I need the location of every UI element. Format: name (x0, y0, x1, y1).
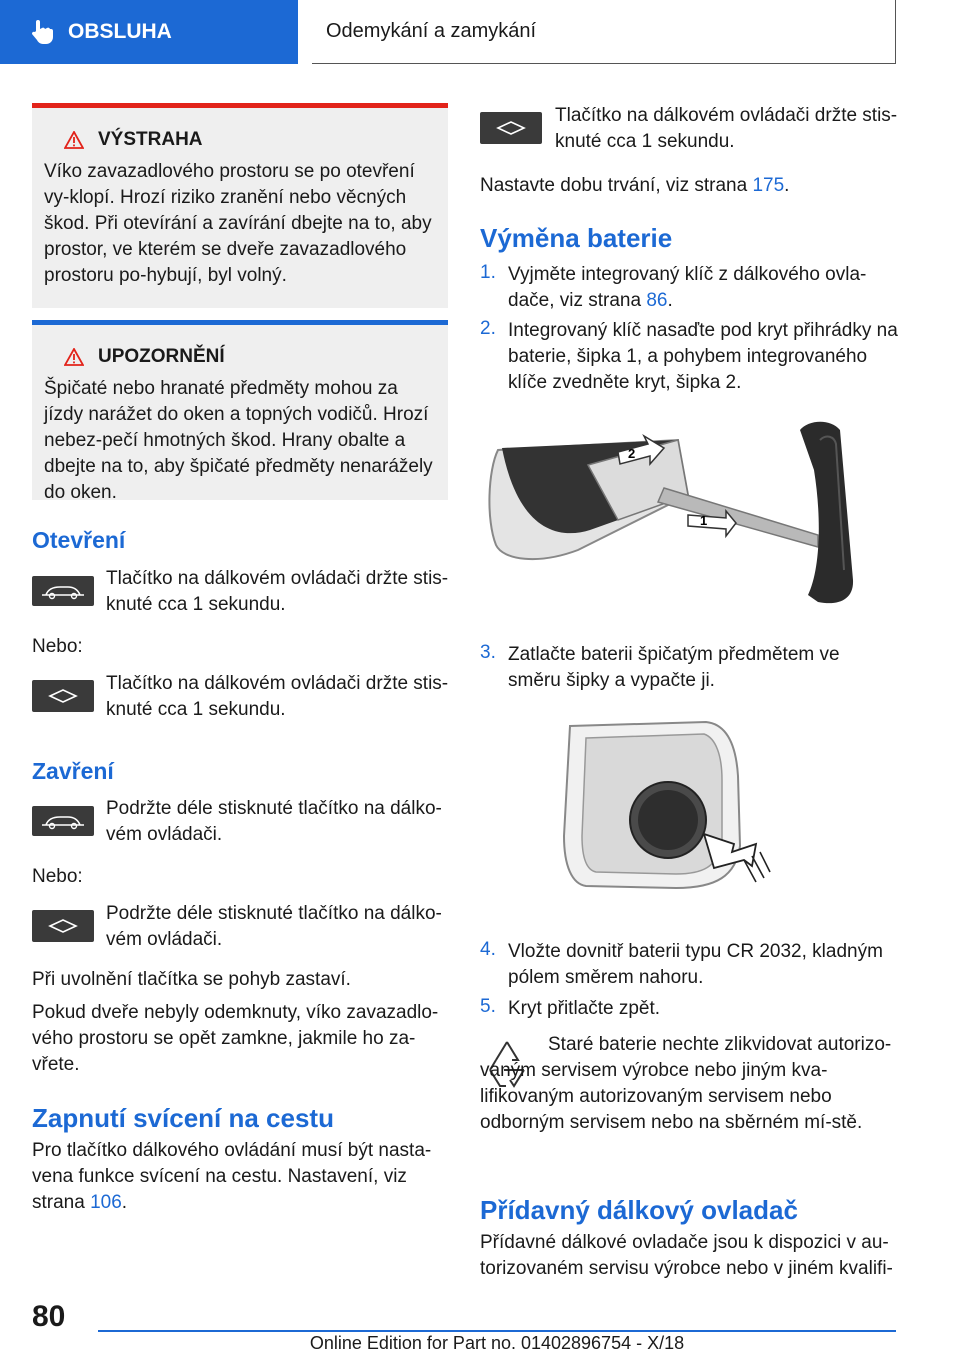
opening-step1: Tlačítko na dálkovém ovládači držte stis-knuté cca 1 sekundu. (106, 568, 449, 615)
warning-triangle-icon (64, 131, 84, 149)
diamond-button-icon (32, 910, 94, 942)
duration-body: Nastavte dobu trvání, viz strana (480, 175, 748, 196)
step-text (508, 262, 898, 314)
caution-heading (44, 346, 436, 368)
duration-page-link[interactable]: 175 (752, 175, 785, 196)
car-button-icon (32, 576, 94, 606)
arrow-label-2: 2 (628, 446, 636, 461)
step-number: 5. (480, 996, 496, 1017)
caution-triangle-icon (64, 348, 84, 366)
page-number: 80 (32, 1300, 66, 1333)
caution-text: Špičaté nebo hranaté předměty mohou za jízdy narážet do oken a topných vodičů. Hrozí nebez-pečí hmotných škod. Hrany obalte a dbejte na to, aby špičaté předměty nenarážely do oken. (44, 378, 433, 503)
step-text: Vložte dovnitř baterii typu CR 2032, kladným pólem směrem nahoru. (508, 941, 883, 988)
step-number: 4. (480, 939, 496, 960)
extra-heading: Přídavný dálkový ovladač (480, 1195, 798, 1225)
duration-text (480, 173, 789, 199)
opening-or: Nebo: (32, 636, 83, 657)
step1-body: Vyjměte integrovaný klíč z dálkového ovla-dače, viz strana (508, 264, 867, 311)
closing-step1: Podržte déle stisknuté tlačítko na dálko-vém ovládači. (106, 798, 442, 845)
page-title: Odemykání a zamykání (312, 0, 896, 64)
closing-step2: Podržte déle stisknuté tlačítko na dálko-vém ovládači. (106, 903, 442, 950)
right-step: Tlačítko na dálkovém ovládači držte stis-knuté cca 1 sekundu. (555, 105, 898, 152)
section-label: OBSLUHA (68, 20, 172, 43)
light-end: . (121, 1192, 128, 1213)
warning-text: Víko zavazadlového prostoru se po otevření vy-klopí. Hrozí riziko zranění nebo věcných škod. Při otevírání a zavírání dbejte na to, aby prostor, ve kterém se dveře zavazadlového prostoru po-hybují, byl volný. (44, 161, 432, 286)
duration-end: . (784, 175, 790, 196)
step-number: 2. (480, 318, 496, 339)
closing-note2: Pokud dveře nebyly odemknuty, víko zavazadlo-vého prostoru se opět zamkne, jakmile ho za-vřete. (32, 1002, 439, 1075)
diamond-button-icon (480, 112, 542, 144)
warning-box (32, 103, 448, 308)
battery-compartment-illustration (556, 716, 776, 896)
step1-end: . (667, 290, 673, 311)
caution-title: UPOZORNĚNÍ (98, 346, 225, 367)
recycle-body: Staré baterie nechte zlikvidovat autorizo-vaným servisem výrobce nebo jiným kva-lifikovaným autorizovaným servisem nebo odborným servisem nebo na sběrném mí-stě. (480, 1034, 892, 1133)
arrow-label-1: 1 (700, 513, 708, 528)
warning-title: VÝSTRAHA (98, 129, 203, 150)
step-text: Integrovaný klíč nasaďte pod kryt přihrádky na baterie, šipka 1, a pohybem integrovaného klíče zvedněte kryt, šipka 2. (508, 320, 898, 393)
light-body: Pro tlačítko dálkového ovládání musí být nasta-vena funkce svícení na cestu. Nastavení, viz strana (32, 1140, 432, 1213)
closing-or: Nebo: (32, 866, 83, 887)
diamond-button-icon (32, 680, 94, 712)
recycle-text (480, 1032, 894, 1136)
step1-page-link[interactable]: 86 (646, 290, 668, 311)
light-text (32, 1138, 452, 1216)
step-text: Zatlačte baterii špičatým předmětem ve směru šipky a vypačte ji. (508, 644, 840, 691)
key-fob-illustration (478, 410, 870, 635)
opening-heading: Otevření (32, 527, 126, 553)
battery-heading: Výměna baterie (480, 223, 673, 253)
footer-rule (98, 1330, 896, 1332)
warning-heading (44, 129, 436, 151)
opening-step2: Tlačítko na dálkovém ovládači držte stis-knuté cca 1 sekundu. (106, 673, 449, 720)
step-number: 3. (480, 642, 496, 663)
step-text: Kryt přitlačte zpět. (508, 998, 661, 1019)
edition-text: Online Edition for Part no. 01402896754 - X/18 (309, 1333, 685, 1353)
light-heading: Zapnutí svícení na cestu (32, 1103, 334, 1133)
closing-heading: Zavření (32, 758, 114, 784)
closing-note1: Při uvolnění tlačítka se pohyb zastaví. (32, 969, 351, 990)
section-tab[interactable] (0, 0, 298, 64)
step-number: 1. (480, 262, 496, 283)
light-page-link[interactable]: 106 (90, 1192, 122, 1213)
extra-text: Přídavné dálkové ovladače jsou k dispozici v au-torizovaném servisu výrobce nebo v jiném kvalifi- (480, 1232, 893, 1279)
hand-pointer-icon (30, 19, 54, 45)
caution-box (32, 320, 448, 503)
car-button-icon (32, 806, 94, 836)
